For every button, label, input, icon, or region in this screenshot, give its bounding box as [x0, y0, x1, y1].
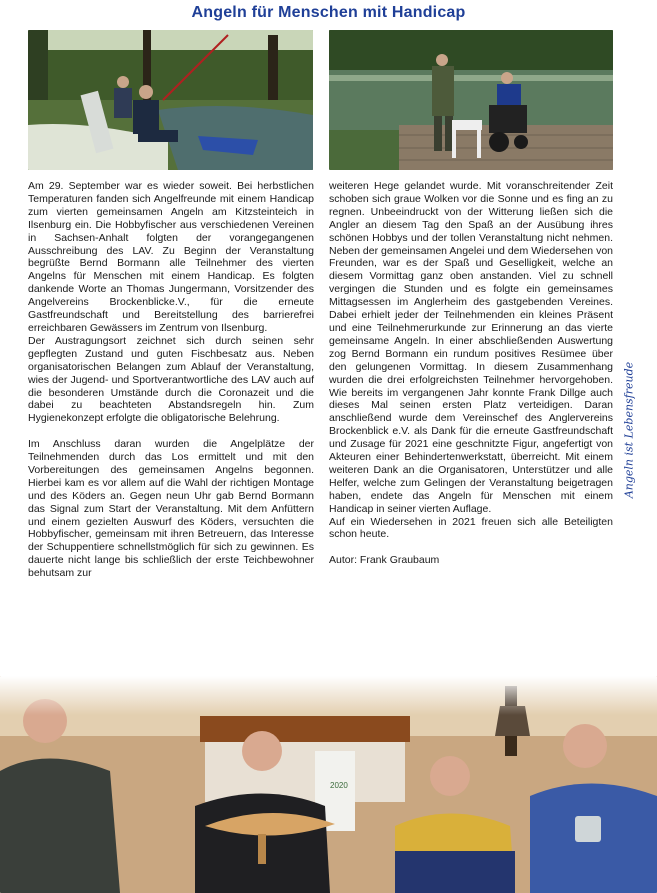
page-title: Angeln für Menschen mit Handicap [191, 4, 466, 21]
article-paragraph: Der Austragungsort zeichnet sich durch seinen sehr gepflegten Zustand und guten Fischbesatz aus. Neben organisatorischen Belangen zum Ablauf der Veranstaltung, wies der Jugend- und Sportverantwortliche des LAV auch auf die besonderen Umstände durch die Coronazeit und die dabei zu beachteten Abstandsregeln hin. Zum Hygienekonzept erfolgte die obligatorische Belehrung. [28, 334, 314, 425]
article-paragraph: weiteren Hege gelandet wurde. Mit voranschreitender Zeit schoben sich graue Wolken vor die Sonne und es fing an zu regnen. Unbeeindruckt von der Witterung ließen sich die Angler an diesem Tag den Spaß an der Ausübung ihres schönen Hobbys und der tollen Veranstaltung nicht nehmen. Neben der gemeinsamen Angelei und dem Wiedersehen von Freunden, war es der Spaß und Geselligkeit, welche an diesem Vormittag ganz oben anstanden. Viel zu schnell vergingen die Stunden und es folgte ein gemeinsames Mittagsessen im Anglerheim des gastgebenden Vereines. Dabei erhielt jeder der Teilnehmenden ein kleines Präsent und eine Teilnehmerurkunde zur Erinnerung an das vierte gemeinsame Angeln. In einer abschließenden Auswertung zog Bernd Bormann ein rundum positives Resümee über den gelungenen Vormittag. In diesem Zusammenhang wurden die drei erfolgreichsten Teilnehmer hervorgehoben. Wie bereits im vergangenen Jahr konnte Frank Dillge auch dieses Mal seinen ersten Platz verteidigen. Daran anschließend wurde dem Vereinschef des Anglervereins Brockenblick e.V. als Dank für die erneute Gastfreundschaft und Zusage für 2021 eine geschnitzte Figur, angefertigt von Akteuren einer Behindertenwerkstatt, überreicht. Mit einem weiteren Dank an die Organisatoren, Unterstützer und alle Helfer, welche zum Gelingen der Veranstaltung beigetragen haben, endete das Angeln für Menschen mit einem Handicap in seiner vierten Auflage. [329, 180, 613, 515]
article-author: Autor: Frank Graubaum [329, 554, 440, 567]
article-paragraph: Am 29. September war es wieder soweit. Bei herbstlichen Temperaturen fanden sich Angelfreunde mit einem Handicap zum vierten gemeinsamen Angeln am Kitzsteinteich in Ilsenburg ein. Die Hobbyfischer aus verschiedenen Vereinen in Sachsen-Anhalt folgten der vorangegangenen Ausschreibung des LAV. Zu Beginn der Veranstaltung begrüßte Bernd Bormann alle Teilnehmer des vierten Angelns für Menschen mit einem Handicap. Es folgten dankende Worte an Thomas Jungermann, Vorsitzender des Angelvereins Brockenblicke.V., für die erneute Gastfreundschaft und Bereitstellung des barrierefrei erreichbaren Gewässers im Zentrum von Ilsenburg. [28, 180, 314, 334]
article-paragraph: Auf ein Wiedersehen in 2021 freuen sich alle Beteiligten schon heute. [329, 515, 613, 541]
article-right-column [329, 180, 613, 567]
side-note-text: Angeln ist Lebensfreude [622, 361, 636, 499]
photo-clubhouse-group [0, 676, 657, 893]
side-note [619, 360, 639, 500]
article-paragraph: Im Anschluss daran wurden die Angelplätze der Teilnehmenden durch das Los ermittelt und mit den Vorbereitungen des gemeinsamen Angelns begonnen. Hierbei kam es vor allem auf die Wahl der richtigen Montage und des Köders an. Gegen neun Uhr gab Bernd Bormann das Signal zum Start der Veranstaltung. Mit dem Anfüttern und einem gezielten Auswurf des Köders, versuchten die Hobbyfischer, gemeinsam mit ihren Betreuern, das Interesse der Schuppentiere schnellstmöglich für sich zu gewinnen. Es dauerte nicht lange bis schließlich der erste Teichbewohner behutsam zur [28, 438, 314, 580]
photo-anglers-at-pond [28, 30, 313, 170]
photo-wheelchair-angler-jetty [329, 30, 613, 170]
article-left-column [28, 180, 314, 580]
